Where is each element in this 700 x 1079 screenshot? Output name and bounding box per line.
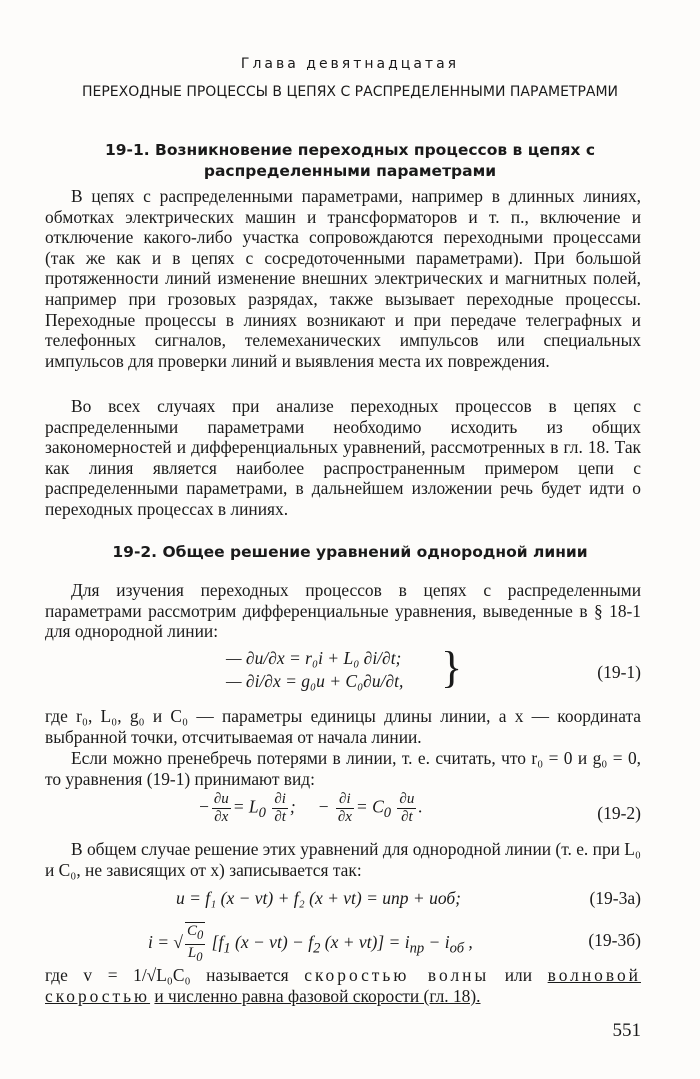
equation-number-19-1: (19-1)	[597, 662, 641, 682]
section-heading-19-1: 19-1. Возникновение переходных процессов в цепях с распределенными параметрами	[104, 141, 596, 180]
equation-19-1a: — ∂u/∂x = r₀i + L₀ ∂i/∂t;	[226, 648, 402, 668]
section2-paragraph-4: В общем случае решение этих уравнений для однородной линии (т. е. при L₀ и C₀, не зависящих от x) записывается так:	[45, 839, 641, 880]
equation-number-19-2: (19-2)	[597, 803, 641, 823]
chapter-label: Глава девятнадцатая	[240, 56, 460, 72]
section2-paragraph-1: Для изучения переходных процессов в цепях с распределенными параметрами рассмотрим дифференциальные уравнения, выведенные в § 18-1 для однородной линии:	[45, 580, 641, 642]
section-heading-19-2: 19-2. Общее решение уравнений однородной линии	[112, 543, 588, 561]
section1-paragraph-1: В цепях с распределенными параметрами, например в длинных линиях, обмотках электрических машин и трансформаторов и т. п., включение и отключение какого-либо участка сопровождаются переходными процессами (так же как и в цепях с сосредоточенными параметрами). При большой протяженности линий изменение внешних электрических и магнитных полей, например при грозовых разрядах, также вызывает переходные процессы. Переходные процессы в линиях возникают и при передаче телеграфных и телефонных сигналов, телемеханических импульсов или специальных импульсов для проверки линий и выявления места их повреждения.	[45, 186, 641, 371]
equation-19-3b: i = √ $\frac{C_0}{L_0}$ [$f_1$ $(x - vt) - f_2$ $(x + vt)] = i_{пр} - i_{об}$ ,	[148, 923, 473, 964]
wave-speed-intro: где v = 1/√L₀C₀ называется	[45, 965, 289, 985]
wave-velocity-term: волновой скоростью	[45, 965, 641, 1006]
equation-19-2: − $\frac{\partial u}{\partial x}$ = $L_0$ $\frac{\partial i}{\partial t}$ ; − $\frac{\partial i}{\partial x}$ = $C_0$ $\frac{\partial u}{\partial t}$ .	[198, 791, 423, 825]
equation-brace: }	[441, 643, 463, 692]
phase-velocity-note: и численно равна фазовой скорости (гл. 18).	[154, 986, 481, 1006]
equation-19-3a: u = f₁ (x − vt) + f₂ (x + vt) = uпр + uоб;	[176, 888, 461, 908]
page-number: 551	[612, 1020, 641, 1041]
equation-19-1b: — ∂i/∂x = g₀u + C₀∂u/∂t,	[226, 671, 404, 691]
chapter-title: ПЕРЕХОДНЫЕ ПРОЦЕССЫ В ЦЕПЯХ С РАСПРЕДЕЛЕННЫМИ ПАРАМЕТРАМИ	[81, 84, 619, 100]
section1-paragraph-2: Во всех случаях при анализе переходных процессов в цепях с распределенными параметрами необходимо исходить из общих закономерностей и дифференциальных уравнений, рассмотренных в гл. 18. Так как линия является наиболее распространенным примером цепи с распределенными параметрами, в дальнейшем изложении речь будет идти о переходных процессах в линиях.	[45, 396, 641, 519]
equation-number-19-3a: (19-3а)	[589, 888, 641, 908]
wave-speed-term: скоростью волны	[304, 965, 490, 985]
equation-number-19-3b: (19-3б)	[588, 930, 641, 950]
section2-paragraph-3: Если можно пренебречь потерями в линии, т. е. считать, что r₀ = 0 и g₀ = 0, то уравнения (19-1) принимают вид:	[45, 748, 641, 789]
section2-paragraph-5	[45, 965, 641, 1007]
section2-paragraph-2: где r₀, L₀, g₀ и C₀ — параметры единицы длины линии, а x — координата выбранной точки, отсчитываемая от начала линии.	[45, 706, 641, 747]
conjunction: или	[504, 965, 533, 985]
